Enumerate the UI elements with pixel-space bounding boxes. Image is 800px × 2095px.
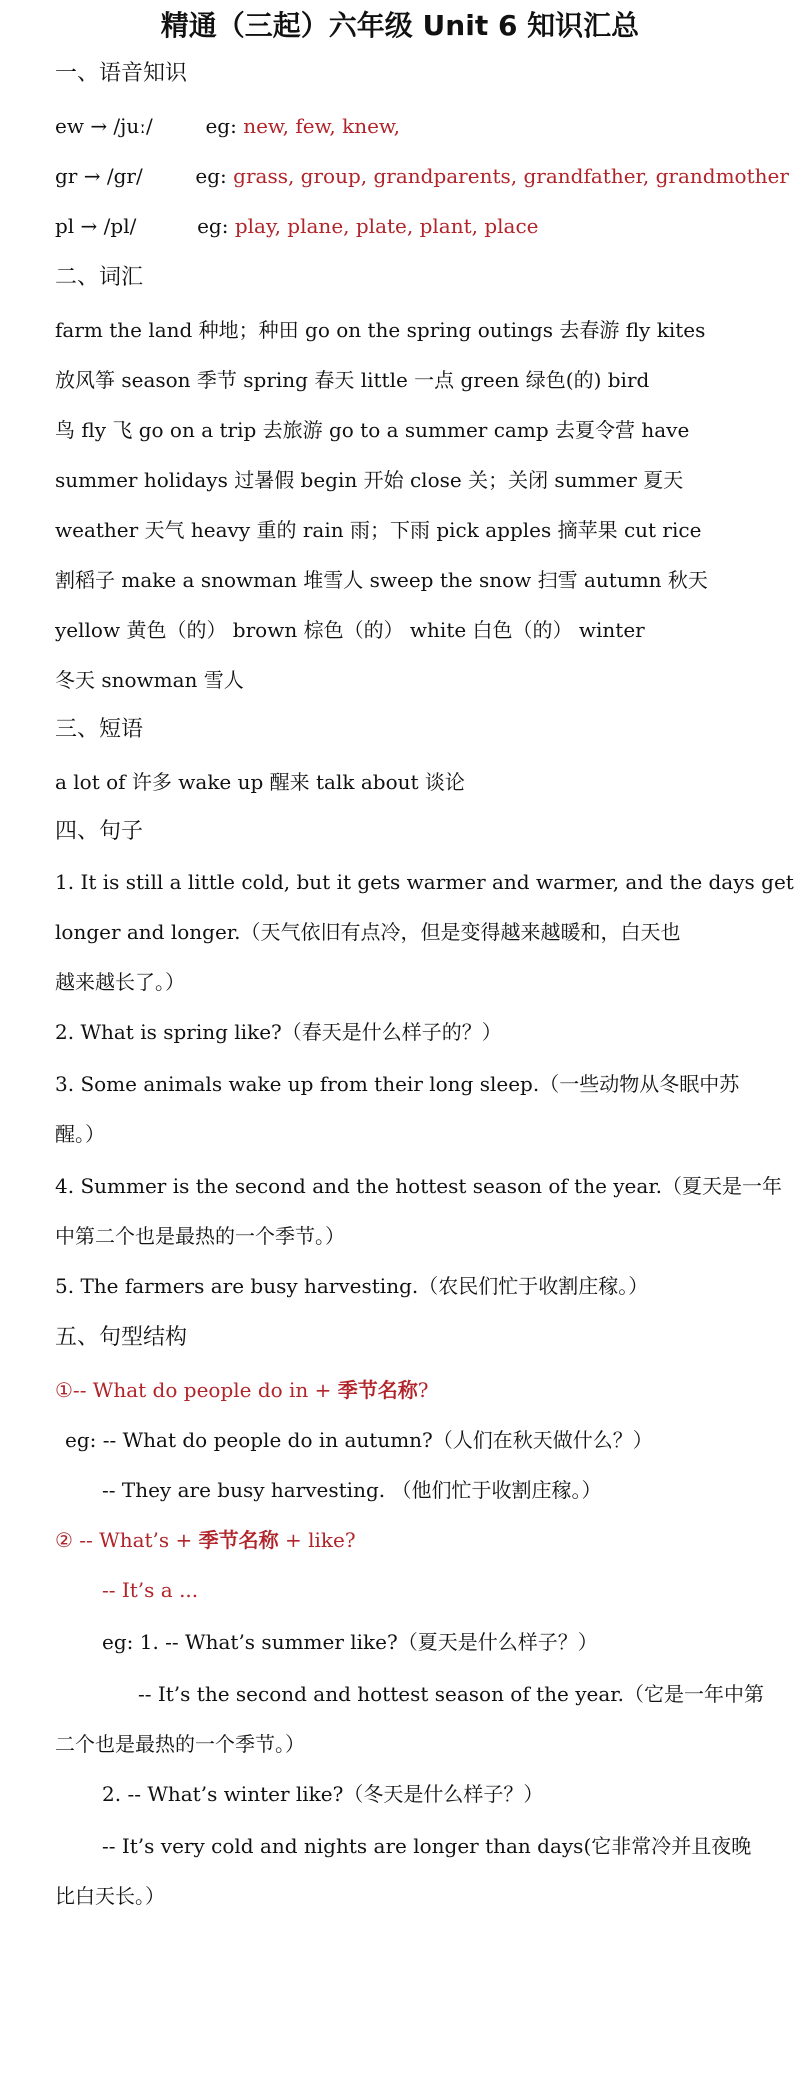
sentence-line: 2. What is spring like?（春天是什么样子的？）: [55, 1020, 502, 1044]
page-title: 精通（三起）六年级 Unit 6 知识汇总: [160, 9, 640, 42]
pattern-2-example-2-answer: -- It’s very cold and nights are longer than days(它非常冷并且夜晚: [102, 1834, 752, 1858]
vocab-line: farm the land 种地；种田 go on the spring outings 去春游 fly kites: [55, 318, 706, 342]
pattern-1-example-question: eg: -- What do people do in autumn?（人们在秋天做什么？）: [65, 1428, 653, 1452]
pattern-1-example-answer: -- They are busy harvesting. （他们忙于收割庄稼。）: [102, 1478, 602, 1502]
phonics-rule: gr → /gr/: [55, 164, 143, 188]
phonics-words: grass, group, grandparents, grandfather, grandmother: [233, 164, 789, 188]
pattern-text: + like?: [278, 1528, 356, 1552]
sentence-line: 醒。）: [55, 1122, 105, 1146]
pattern-1-heading: [55, 1374, 745, 1406]
pattern-text: ①-- What do people do in +: [55, 1378, 338, 1402]
pattern-placeholder: 季节名称: [337, 1378, 418, 1402]
phonics-row: [55, 210, 745, 242]
vocab-line: 冬天 snowman 雪人: [55, 668, 244, 692]
pattern-2-example-2-answer-cont: 比白天长。）: [55, 1884, 165, 1908]
pattern-2-example-2-question: 2. -- What’s winter like?（冬天是什么样子？）: [102, 1782, 544, 1806]
phonics-eg: eg:: [205, 114, 237, 138]
vocab-line: 割稻子 make a snowman 堆雪人 sweep the snow 扫雪 autumn 秋天: [55, 568, 708, 592]
pattern-placeholder: 季节名称: [198, 1528, 279, 1552]
phonics-rule: pl → /pl/: [55, 214, 137, 238]
phonics-eg: eg:: [197, 214, 229, 238]
sentence-line: 1. It is still a little cold, but it gets warmer and warmer, and the days get: [55, 870, 794, 894]
sentence-line: 4. Summer is the second and the hottest season of the year.（夏天是一年: [55, 1174, 783, 1198]
vocab-line: summer holidays 过暑假 begin 开始 close 关；关闭 summer 夏天: [55, 468, 684, 492]
phonics-eg: eg:: [195, 164, 227, 188]
sentence-line: longer and longer.（天气依旧有点冷，但是变得越来越暖和，白天也: [55, 920, 681, 944]
vocab-line: 鸟 fly 飞 go on a trip 去旅游 go to a summer camp 去夏令营 have: [55, 418, 690, 442]
sentence-line: 3. Some animals wake up from their long sleep.（一些动物从冬眠中苏: [55, 1072, 740, 1096]
pattern-2-answer: -- It’s a ...: [102, 1578, 199, 1602]
phonics-row: [55, 110, 745, 142]
phonics-row: [55, 160, 789, 192]
pattern-2-example-1-answer: -- It’s the second and hottest season of the year.（它是一年中第: [138, 1682, 764, 1706]
section-heading-sentences: 四、句子: [55, 819, 144, 844]
sentence-line: 越来越长了。）: [55, 970, 185, 994]
phonics-words: new, few, knew,: [243, 114, 401, 138]
sentence-line: 5. The farmers are busy harvesting.（农民们忙于收割庄稼。）: [55, 1274, 649, 1298]
vocab-line: weather 天气 heavy 重的 rain 雨；下雨 pick apples 摘苹果 cut rice: [55, 518, 702, 542]
section-heading-patterns: 五、句型结构: [55, 1325, 188, 1350]
vocab-line: 放风筝 season 季节 spring 春天 little 一点 green 绿色(的) bird: [55, 368, 650, 392]
section-heading-phonics: 一、语音知识: [55, 61, 188, 86]
section-heading-phrases: 三、短语: [55, 717, 144, 742]
pattern-2-heading: [55, 1524, 745, 1556]
phrases-line: a lot of 许多 wake up 醒来 talk about 谈论: [55, 770, 465, 794]
phonics-words: play, plane, plate, plant, place: [234, 214, 539, 238]
pattern-text: ?: [417, 1378, 429, 1402]
section-heading-vocabulary: 二、词汇: [55, 265, 144, 290]
vocab-line: yellow 黄色（的） brown 棕色（的） white 白色（的） winter: [55, 618, 645, 642]
phonics-rule: ew → /juː/: [55, 114, 153, 138]
sentence-line: 中第二个也是最热的一个季节。）: [55, 1224, 345, 1248]
pattern-text: ② -- What’s +: [55, 1528, 199, 1552]
pattern-2-example-1-question: eg: 1. -- What’s summer like?（夏天是什么样子？）: [102, 1630, 598, 1654]
pattern-2-example-1-answer-cont: 二个也是最热的一个季节。）: [55, 1732, 305, 1756]
